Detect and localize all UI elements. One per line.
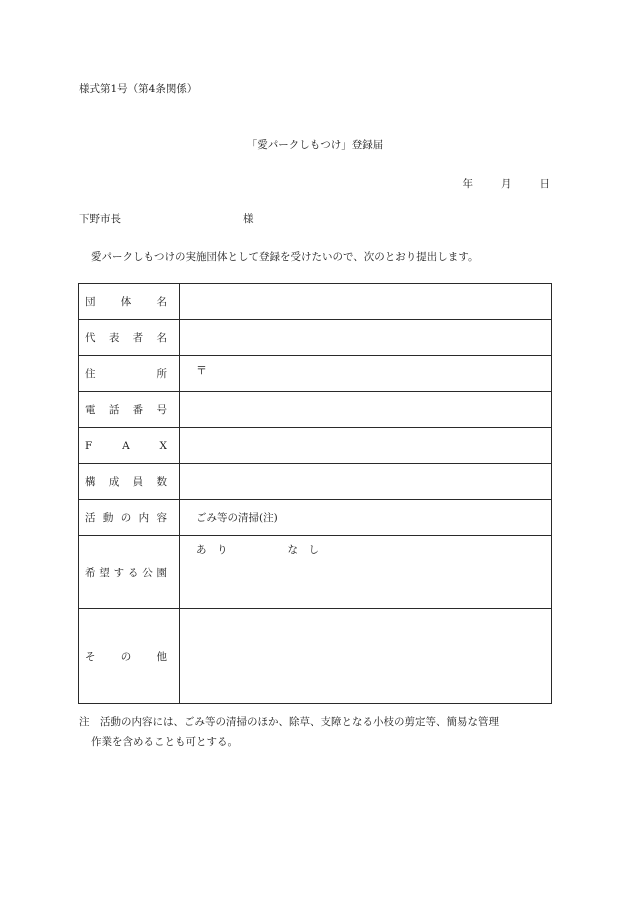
- choice-yes[interactable]: あ り: [196, 544, 228, 556]
- group-name-field[interactable]: [180, 284, 552, 320]
- form-number: 様式第1号（第4条関係）: [79, 83, 198, 95]
- postal-mark: 〒: [196, 364, 207, 377]
- row-phone: [79, 392, 552, 428]
- label-phone: 電 話 番 号: [79, 392, 180, 428]
- row-other: [79, 609, 552, 704]
- addressee: 下野市長: [79, 213, 121, 225]
- row-activity: [79, 500, 552, 536]
- fax-field[interactable]: [180, 428, 552, 464]
- registration-form-table: [78, 283, 552, 704]
- label-other: そ の 他: [79, 609, 180, 704]
- label-address: 住 所: [79, 356, 180, 392]
- representative-field[interactable]: [180, 320, 552, 356]
- note-line-1: 注 活動の内容には、ごみ等の清掃のほか、除草、支障となる小枝の剪定等、簡易な管理: [79, 716, 499, 728]
- row-fax: [79, 428, 552, 464]
- row-representative: [79, 320, 552, 356]
- date-month-label: 月: [501, 178, 512, 190]
- date-day-label: 日: [539, 178, 550, 190]
- document-title: 「愛パークしもつけ」登録届: [246, 139, 384, 151]
- label-group-name: 団 体 名: [79, 284, 180, 320]
- row-members: [79, 464, 552, 500]
- date-line: [463, 176, 551, 191]
- activity-field: ごみ等の清掃(注): [180, 500, 552, 536]
- date-year-label: 年: [462, 178, 473, 190]
- choice-no[interactable]: な し: [287, 544, 319, 556]
- phone-field[interactable]: [180, 392, 552, 428]
- label-activity: 活 動 の 内 容: [79, 500, 180, 536]
- honorific: 様: [243, 213, 254, 225]
- other-field[interactable]: [180, 609, 552, 704]
- note-line-2: 作業を含めることも可とする。: [91, 736, 238, 748]
- intro-text: 愛パークしもつけの実施団体として登録を受けたいので、次のとおり提出します。: [91, 251, 479, 263]
- label-park: 希 望 す る 公 園: [79, 536, 180, 609]
- label-fax: F A X: [79, 428, 180, 464]
- label-representative: 代 表 者 名: [79, 320, 180, 356]
- row-park: [79, 536, 552, 609]
- label-members: 構 成 員 数: [79, 464, 180, 500]
- members-field[interactable]: [180, 464, 552, 500]
- row-group-name: [79, 284, 552, 320]
- row-address: [79, 356, 552, 392]
- park-field: [180, 536, 552, 609]
- address-field[interactable]: [180, 356, 552, 392]
- park-choices: [196, 542, 551, 557]
